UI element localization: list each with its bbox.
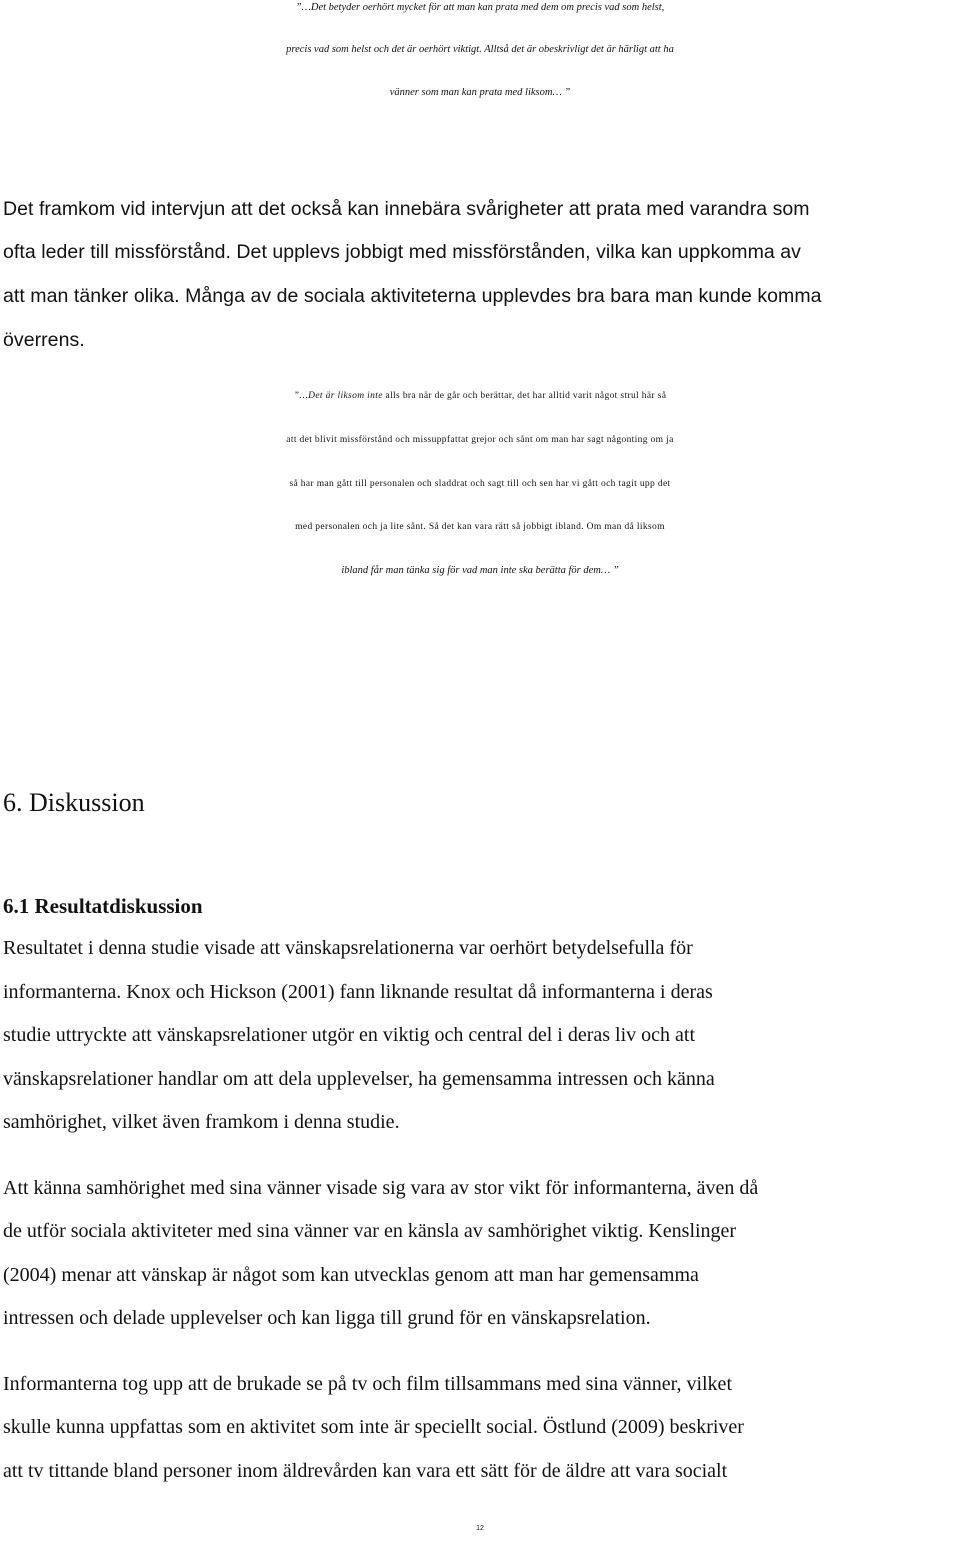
paragraph-line: intressen och delade upplevelser och kan ligga till grund för en vänskapsrelation. [3,1307,651,1329]
paragraph-line: skulle kunna uppfattas som en aktivitet som inte är speciellt social. Östlund (2009) beskriver [3,1416,744,1438]
paragraph-line: samhörighet, vilket även framkom i denna studie. [3,1111,400,1133]
paragraph-line: Informanterna tog upp att de brukade se på tv och film tillsammans med sina vänner, vilket [3,1373,732,1395]
quote-text: alls bra när de går och berättar, det har alltid varit något strul här så [382,391,667,401]
quote-line: vänner som man kan prata med liksom… ” [389,87,571,98]
paragraph-line: studie uttryckte att vänskapsrelationer utgör en viktig och central del i deras liv och att [3,1024,696,1046]
paragraph-line: (2004) menar att vänskap är något som kan utvecklas genom att man har gemensamma [3,1264,699,1286]
quote-line: ibland får man tänka sig för vad man inte ska berätta för dem… ” [341,565,619,576]
paragraph-line: Resultatet i denna studie visade att vänskapsrelationerna var oerhört betydelsefulla för [3,937,693,959]
quote-line: så har man gått till personalen och sladdrat och sagt till och sen har vi gått och tagit upp det [289,479,671,489]
quote-italic: ”…Det är liksom inte [293,391,383,401]
paragraph-line: vänskapsrelationer handlar om att dela upplevelser, ha gemensamma intressen och känna [3,1068,715,1090]
paragraph-line: att man tänker olika. Många av de sociala aktiviteterna upplevdes bra bara man kunde komma [3,285,822,307]
paragraph-line: informanterna. Knox och Hickson (2001) fann liknande resultat då informanterna i deras [3,981,713,1003]
paragraph-line: ofta leder till missförstånd. Det upplevs jobbigt med missförstånden, vilka kan uppkomma av [3,241,801,263]
paragraph-line: Att känna samhörighet med sina vänner visade sig vara av stor vikt för informanterna, även då [3,1177,759,1199]
paragraph-line: att tv tittande bland personer inom äldrevården kan vara ett sätt för de äldre att vara socialt [3,1460,728,1482]
paragraph-line: överrens. [3,329,85,351]
quote-line [0,391,960,401]
paragraph-line: Det framkom vid intervjun att det också kan innebära svårigheter att prata med varandra som [3,198,810,220]
quote-line: ”…Det betyder oerhört mycket för att man kan prata med dem om precis vad som helst, [295,2,665,13]
paragraph-line: de utför sociala aktiviteter med sina vänner var en känsla av samhörighet viktig. Kenslinger [3,1220,737,1242]
quote-line: precis vad som helst och det är oerhört viktigt. Alltså det är obeskrivligt det är härligt att ha [286,44,674,55]
subsection-heading: 6.1 Resultatdiskussion [3,894,203,918]
section-heading: 6. Diskussion [3,788,145,817]
quote-line: med personalen och ja lite sånt. Så det kan vara rätt så jobbigt ibland. Om man då liksom [295,522,665,532]
quote-line: att det blivit missförstånd och missuppfattat grejor och sånt om man har sagt någonting om ja [286,435,674,445]
page-number: 12 [476,1525,484,1532]
